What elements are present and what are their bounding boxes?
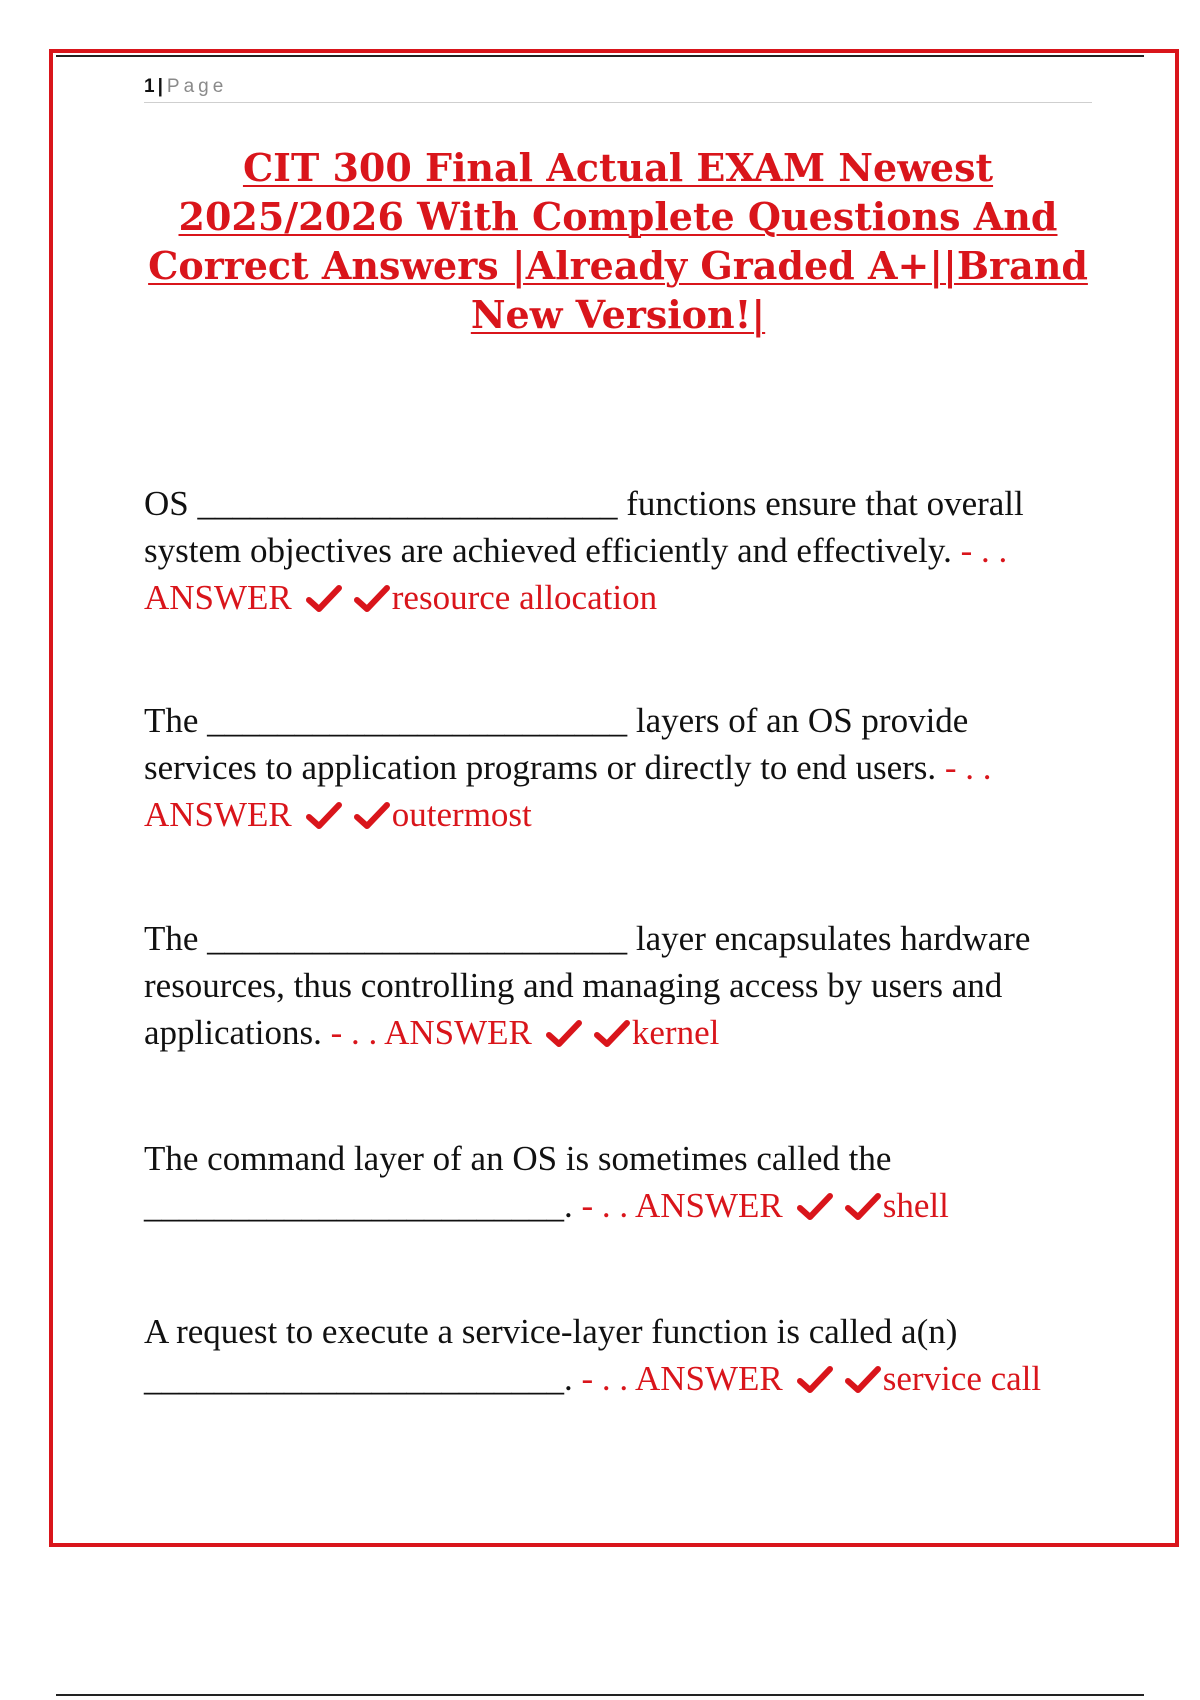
- qa-item-4: [144, 1135, 1088, 1229]
- check-icon: [546, 1018, 582, 1050]
- check-icon: [797, 1191, 833, 1223]
- answer-marker: - . . ANSWER: [321, 1013, 532, 1052]
- question-text: The ________________________ layers of an OS provide services to application programs or directly to end users.: [144, 701, 969, 787]
- qa-item-3: [144, 915, 1088, 1056]
- question-text: The ________________________ layer encapsulates hardware resources, thus controlling and managing access by users and applications.: [144, 919, 1031, 1052]
- check-icon: [306, 583, 342, 615]
- qa-item-1: [144, 480, 1088, 621]
- top-rule: [56, 55, 1144, 57]
- answer-text: service call: [882, 1359, 1042, 1398]
- check-icon: [354, 583, 390, 615]
- page-separator: |: [157, 76, 163, 97]
- check-icon: [594, 1018, 630, 1050]
- bottom-rule: [56, 1694, 1144, 1696]
- page-label: Page: [166, 76, 228, 97]
- answer-text: kernel: [631, 1013, 720, 1052]
- page-number: 1: [144, 76, 155, 97]
- question-text: OS ________________________ functions ensure that overall system objectives are achieved efficiently and effectively.: [144, 484, 1024, 570]
- answer-marker: - . . ANSWER: [144, 531, 1008, 617]
- question-text: The command layer of an OS is sometimes called the ________________________.: [144, 1139, 892, 1225]
- qa-item-2: [144, 697, 1088, 838]
- check-icon: [797, 1364, 833, 1396]
- page-header: [144, 74, 1092, 103]
- answer-marker: - . . ANSWER: [144, 748, 992, 834]
- document-title: CIT 300 Final Actual EXAM Newest 2025/2026 With Complete Questions And Correct Answers |Already Graded A+||Brand New Version!|: [148, 145, 1088, 337]
- answer-text: resource allocation: [391, 578, 658, 617]
- question-text: A request to execute a service-layer function is called a(n) ________________________.: [144, 1312, 958, 1398]
- check-icon: [845, 1364, 881, 1396]
- answer-text: outermost: [391, 795, 532, 834]
- answer-marker: - . . ANSWER: [572, 1359, 783, 1398]
- check-icon: [354, 800, 390, 832]
- answer-text: shell: [882, 1186, 949, 1225]
- answer-marker: - . . ANSWER: [572, 1186, 783, 1225]
- check-icon: [306, 800, 342, 832]
- check-icon: [845, 1191, 881, 1223]
- qa-item-5: [144, 1308, 1088, 1402]
